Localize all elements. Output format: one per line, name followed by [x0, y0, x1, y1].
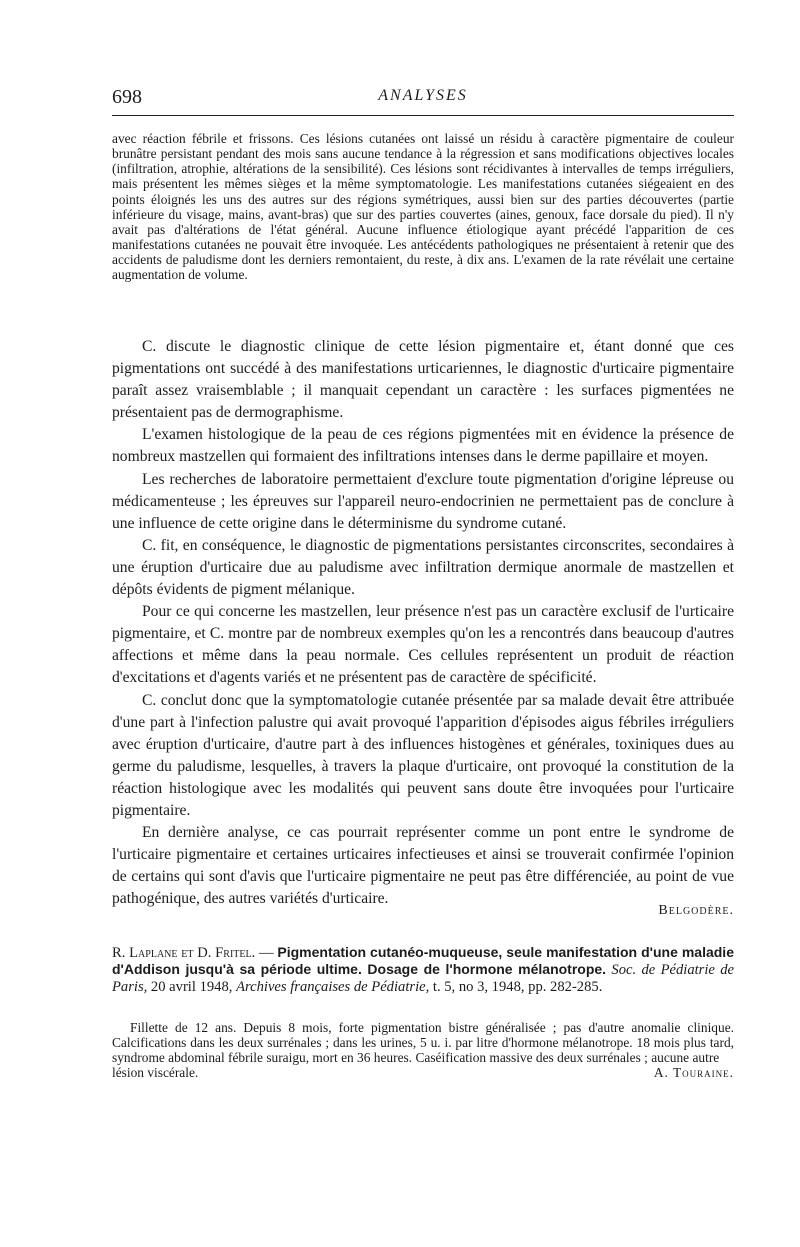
discussion-paragraph: En dernière analyse, ce cas pourrait représenter comme un pont entre le syndrome de l'urticaire pigmentaire et certaines urticaires infectieuses et ainsi se trouverait confirmée l'opinion de certains qui sont d'avis que l'urticaire pigmentaire ne peut pas être différenciée, au point de vue pathogénique, des autres variétés d'urticaire.	[112, 824, 734, 908]
discussion-paragraph: Les recherches de laboratoire permettaient d'exclure toute pigmentation d'origine lépreuse ou médicamenteuse ; les épreuves sur l'appareil neuro-endocrinien ne permettaient pas de conclure à une influence de cette origine dans le déterminisme du syndrome cutané.	[112, 470, 734, 532]
review-reference	[112, 944, 734, 995]
review-authors: R. Laplane et D. Fritel.	[112, 945, 256, 961]
discussion-paragraph: L'examen histologique de la peau de ces régions pigmentées mit en évidence la présence de nombreux mastzellen qui formaient des infiltrations intenses dans le derme papillaire et moyen.	[112, 426, 734, 466]
review-journal: Archives françaises de Pédiatrie,	[236, 978, 430, 995]
abstract-signature: A. Touraine.	[653, 1064, 734, 1080]
page-number: 698	[112, 86, 142, 108]
review-title: Pigmentation cutanéo-muqueuse, seule manifestation d'une maladie d'Addison jusqu'à sa période ultime. Dosage de l'hormone mélanotrope.	[112, 944, 734, 978]
discussion-paragraph: Pour ce qui concerne les mastzellen, leur présence n'est pas un caractère exclusif de l'urticaire pigmentaire, et C. montre par de nombreux exemples qu'on les a rencontrés dans beaucoup d'autres affections et même dans la peau normale. Ces cellules représentent un produit de réaction d'excitations et d'agents variés et ne présentent pas de caractère de spécificité.	[112, 603, 734, 687]
abstract-last: lésion viscérale.	[112, 1064, 199, 1080]
abstract-last-line	[112, 1066, 734, 1081]
author-signature: Belgodère.	[658, 903, 734, 918]
continuation-paragraph: avec réaction fébrile et frissons. Ces lésions cutanées ont laissé un résidu à caractère pigmentaire de couleur brunâtre persistant pendant des mois sans aucune tendance à la régression et sans modifications objectives locales (infiltration, atrophie, altérations de la sensibilité). Ces lésions sont récidivantes à intervalles de temps irréguliers, mais présentent les mêmes sièges et la même symptomatologie. Les manifestations cutanées siégeaient en des points éloignés les uns des autres sur des régions symétriques, aussi bien sur des parties découvertes (partie inférieure du visage, mains, avant-bras) que sur des parties couvertes (aines, genoux, face dorsale du pied). Il n'y avait pas d'altérations de l'état général. Aucune influence étiologique ayant précédé l'apparition de ces manifestations cutanées ne pouvait être invoquée. Les antécédents pathologiques ne présentaient à retenir que des accidents de paludisme dont les derniers remontaient, du reste, à dix ans. L'examen de la rate révélait une certaine augmentation de volume.	[112, 131, 734, 283]
running-title: ANALYSES	[378, 87, 468, 104]
review-date: 20 avril 1948,	[147, 978, 237, 995]
discussion-paragraph: C. conclut donc que la symptomatologie cutanée présentée par sa malade devait être attribuée d'une part à l'infection palustre qui avait provoqué l'apparition d'épisodes aigus fébriles irréguliers avec éruption d'urticaire, d'autre part à des influences histogènes et générales, toxiniques dues au germe du paludisme, lesquelles, à travers la plaque d'urticaire, ont provoqué la constitution de la réaction histologique avec les modalités qui peuvent sans doute être invoquées pour l'urticaire pigmentaire.	[112, 691, 734, 819]
discussion-paragraph: C. discute le diagnostic clinique de cette lésion pigmentaire et, étant donné que ces pigmentations ont succédé à des manifestations urticariennes, le diagnostic d'urticaire pigmentaire paraît assez vraisemblable ; il manquait cependant un caractère : les surfaces pigmentées ne présentaient pas de dermographisme.	[112, 338, 734, 422]
review-dash: —	[255, 945, 278, 961]
abstract-text: Fillette de 12 ans. Depuis 8 mois, forte pigmentation bistre généralisée ; pas d'autre anomalie clinique. Calcifications dans les deux surrénales ; dans les urines, 5 u. i. par litre d'hormone mélanotrope. 18 mois plus tard, syndrome abdominal fébrile suraigu, mort en 36 heures. Caséification massive des deux surrénales ; aucune autre	[112, 1020, 734, 1065]
review-abstract	[112, 1021, 734, 1081]
page-header	[112, 86, 734, 110]
discussion-section	[112, 336, 734, 910]
review-citation: t. 5, no 3, 1948, pp. 282-285.	[429, 978, 603, 995]
header-rule	[112, 115, 734, 116]
discussion-paragraph: C. fit, en conséquence, le diagnostic de pigmentations persistantes circonscrites, secondaires à une éruption d'urticaire due au paludisme avec infiltration dermique anormale de mastzellen et dépôts évidents de pigment mélanique.	[112, 536, 734, 599]
review-source: Soc. de Pédiatrie de Paris,	[112, 962, 734, 995]
page	[112, 0, 734, 1247]
